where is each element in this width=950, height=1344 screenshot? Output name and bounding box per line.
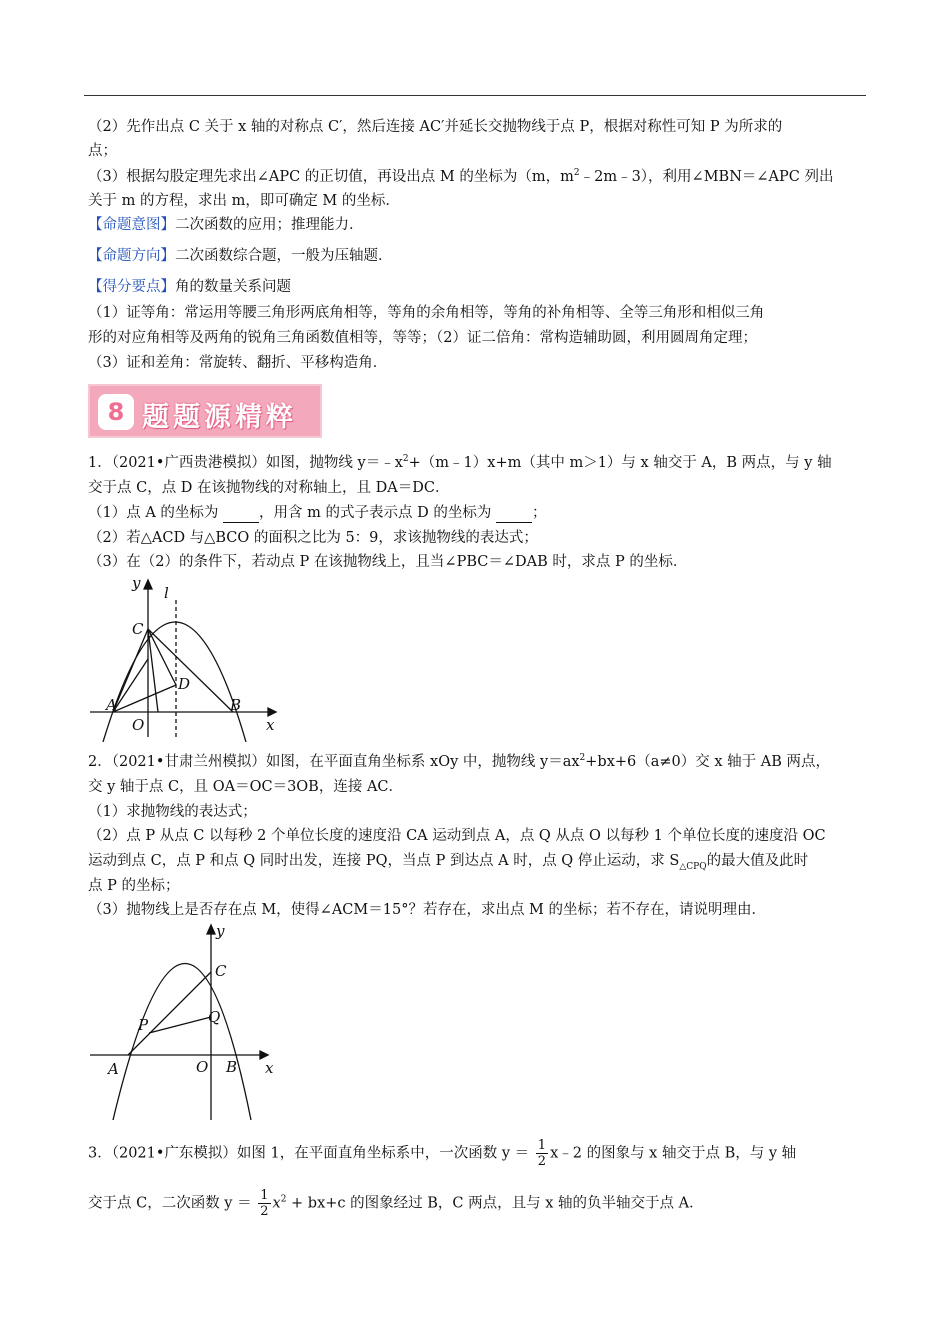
problem2-line-3: （1）求抛物线的表达式； xyxy=(88,804,257,820)
text: 运动到点 C，点 P 和点 Q 同时出发，连接 PQ，当点 P 到达点 A 时，点 Q 停止运动，求 S xyxy=(88,853,680,869)
problem3-line-2 xyxy=(88,1188,704,1219)
problem1-line-3 xyxy=(88,503,546,523)
segment-AC xyxy=(128,972,211,1055)
x-axis-arrow xyxy=(268,708,276,716)
parabola xyxy=(113,964,251,1121)
superscript: 2 xyxy=(579,753,586,764)
numerator: 1 xyxy=(537,1138,547,1153)
problem1-line-2: 交于点 C，点 D 在该抛物线的对称轴上，且 DA＝DC． xyxy=(88,480,450,496)
label-x: x xyxy=(266,716,275,734)
problem1-figure xyxy=(88,572,288,742)
label-D: D xyxy=(178,675,191,693)
intent-text: 二次函数的应用；推理能力． xyxy=(175,217,364,233)
fraction-one-half xyxy=(536,1138,548,1169)
label-C: C xyxy=(215,962,227,980)
label-y: y xyxy=(132,574,141,592)
key-label: 【得分要点】 xyxy=(88,279,175,295)
variable-x: x xyxy=(272,1195,281,1212)
x-axis-arrow xyxy=(260,1051,268,1059)
label-A: A xyxy=(106,696,117,714)
label-y: y xyxy=(216,922,225,940)
label-O: O xyxy=(196,1058,209,1076)
y-axis-arrow xyxy=(207,925,215,934)
problem2-line-6: 点 P 的坐标； xyxy=(88,878,180,894)
text: ； xyxy=(531,505,547,521)
direction-label: 【命题方向】 xyxy=(88,248,175,264)
segment-CD xyxy=(148,629,176,685)
label-A: A xyxy=(108,1060,119,1078)
solution-line-2: （2）先作出点 C 关于 x 轴的对称点 C′，然后连接 AC′并延长交抛物线于点 P，根据对称性可知 P 为所求的 xyxy=(88,119,783,135)
problem2-figure xyxy=(88,922,288,1122)
solution-line-3 xyxy=(88,167,833,187)
text: （1）点 A 的坐标为 xyxy=(88,505,224,521)
key-line-2: 形的对应角相等及两角的锐角三角函数值相等，等等；（2）证二倍角：常构造辅助圆，利用圆周角定理； xyxy=(88,330,757,346)
label-l: l xyxy=(164,584,169,602)
text: +bx+6（a≠0）交 x 轴于 AB 两点， xyxy=(585,754,831,770)
key-text: 角的数量关系问题 xyxy=(175,279,291,295)
text: 3．（2021•广东模拟）如图 1，在平面直角坐标系中，一次函数 y ＝ xyxy=(88,1145,534,1162)
label-B: B xyxy=(230,696,242,714)
intent-line xyxy=(88,215,364,235)
key-points-line xyxy=(88,277,291,297)
text: +（m﹣1）x+m（其中 m＞1）与 x 轴交于 A，B 两点，与 y 轴 xyxy=(408,455,832,471)
section-banner xyxy=(88,384,322,438)
text: ﹣2m﹣3），利用∠MBN＝∠APC 列出 xyxy=(579,169,834,185)
intent-label: 【命题意图】 xyxy=(88,217,175,233)
y-axis-arrow xyxy=(144,580,152,589)
text: ，用含 m 的式子表示点 D 的坐标为 xyxy=(259,505,496,521)
direction-text: 二次函数综合题，一般为压轴题． xyxy=(175,248,393,264)
label-P: P xyxy=(138,1016,149,1034)
denominator: 2 xyxy=(260,1204,269,1219)
banner-badge: 8 xyxy=(98,394,134,430)
text: （3）根据勾股定理先求出∠APC 的正切值，再设出点 M 的坐标为（m，m xyxy=(88,169,574,185)
problem1-line-1 xyxy=(88,453,832,473)
direction-line xyxy=(88,246,393,266)
problem2-line-7: （3）抛物线上是否存在点 M，使得∠ACM＝15°？若存在，求出点 M 的坐标；若不存在，请说明理由． xyxy=(88,902,767,918)
solution-line-2-cont: 点； xyxy=(88,143,117,159)
key-line-3: （3）证和差角：常旋转、翻折、平移构造角． xyxy=(88,355,388,371)
subscript: △CPQ xyxy=(679,861,707,872)
segment-C-aux xyxy=(148,629,158,712)
problem2-line-1 xyxy=(88,752,830,772)
answer-blank xyxy=(223,508,259,523)
numerator: 1 xyxy=(260,1188,269,1203)
text: + bx+c 的图象经过 B，C 两点，且与 x 轴的负半轴交于点 A． xyxy=(286,1195,704,1212)
superscript: 2 xyxy=(573,168,580,179)
label-O: O xyxy=(132,716,145,734)
label-C: C xyxy=(132,620,144,638)
text: 2．（2021•甘肃兰州模拟）如图，在平面直角坐标系 xOy 中，抛物线 y＝ax xyxy=(88,754,580,770)
key-line-1: （1）证等角：常运用等腰三角形两底角相等，等角的余角相等，等角的补角相等、全等三角形和相似三角 xyxy=(88,305,765,321)
label-B: B xyxy=(226,1058,238,1076)
problem1-line-4: （2）若△ACD 与△BCO 的面积之比为 5：9，求该抛物线的表达式； xyxy=(88,530,538,546)
fraction-one-half xyxy=(258,1188,270,1219)
superscript: 2 xyxy=(402,454,409,465)
label-Q: Q xyxy=(208,1008,221,1026)
header-rule xyxy=(84,95,866,96)
superscript: 2 xyxy=(280,1194,287,1205)
problem2-line-5 xyxy=(88,851,808,871)
denominator: 2 xyxy=(537,1154,547,1169)
banner-title: 题题源精粹 xyxy=(142,402,297,433)
text: 交于点 C，二次函数 y ＝ xyxy=(88,1195,257,1212)
problem1-line-5: （3）在（2）的条件下，若动点 P 在该抛物线上，且当∠PBC＝∠DAB 时，求点 P 的坐标． xyxy=(88,554,688,570)
problem2-line-2: 交 y 轴于点 C，且 OA＝OC＝3OB，连接 AC． xyxy=(88,779,404,795)
text: 1．（2021•广西贵港模拟）如图，抛物线 y＝﹣x xyxy=(88,455,403,471)
problem2-line-4: （2）点 P 从点 C 以每秒 2 个单位长度的速度沿 CA 运动到点 A，点 Q 从点 O 以每秒 1 个单位长度的速度沿 OC xyxy=(88,828,826,844)
problem3-line-1 xyxy=(88,1138,796,1169)
answer-blank xyxy=(496,508,532,523)
text: 的最大值及此时 xyxy=(706,853,809,869)
solution-line-3-cont: 关于 m 的方程，求出 m，即可确定 M 的坐标． xyxy=(88,193,400,209)
text: x﹣2 的图象与 x 轴交于点 B，与 y 轴 xyxy=(550,1145,797,1162)
label-x: x xyxy=(265,1059,274,1077)
